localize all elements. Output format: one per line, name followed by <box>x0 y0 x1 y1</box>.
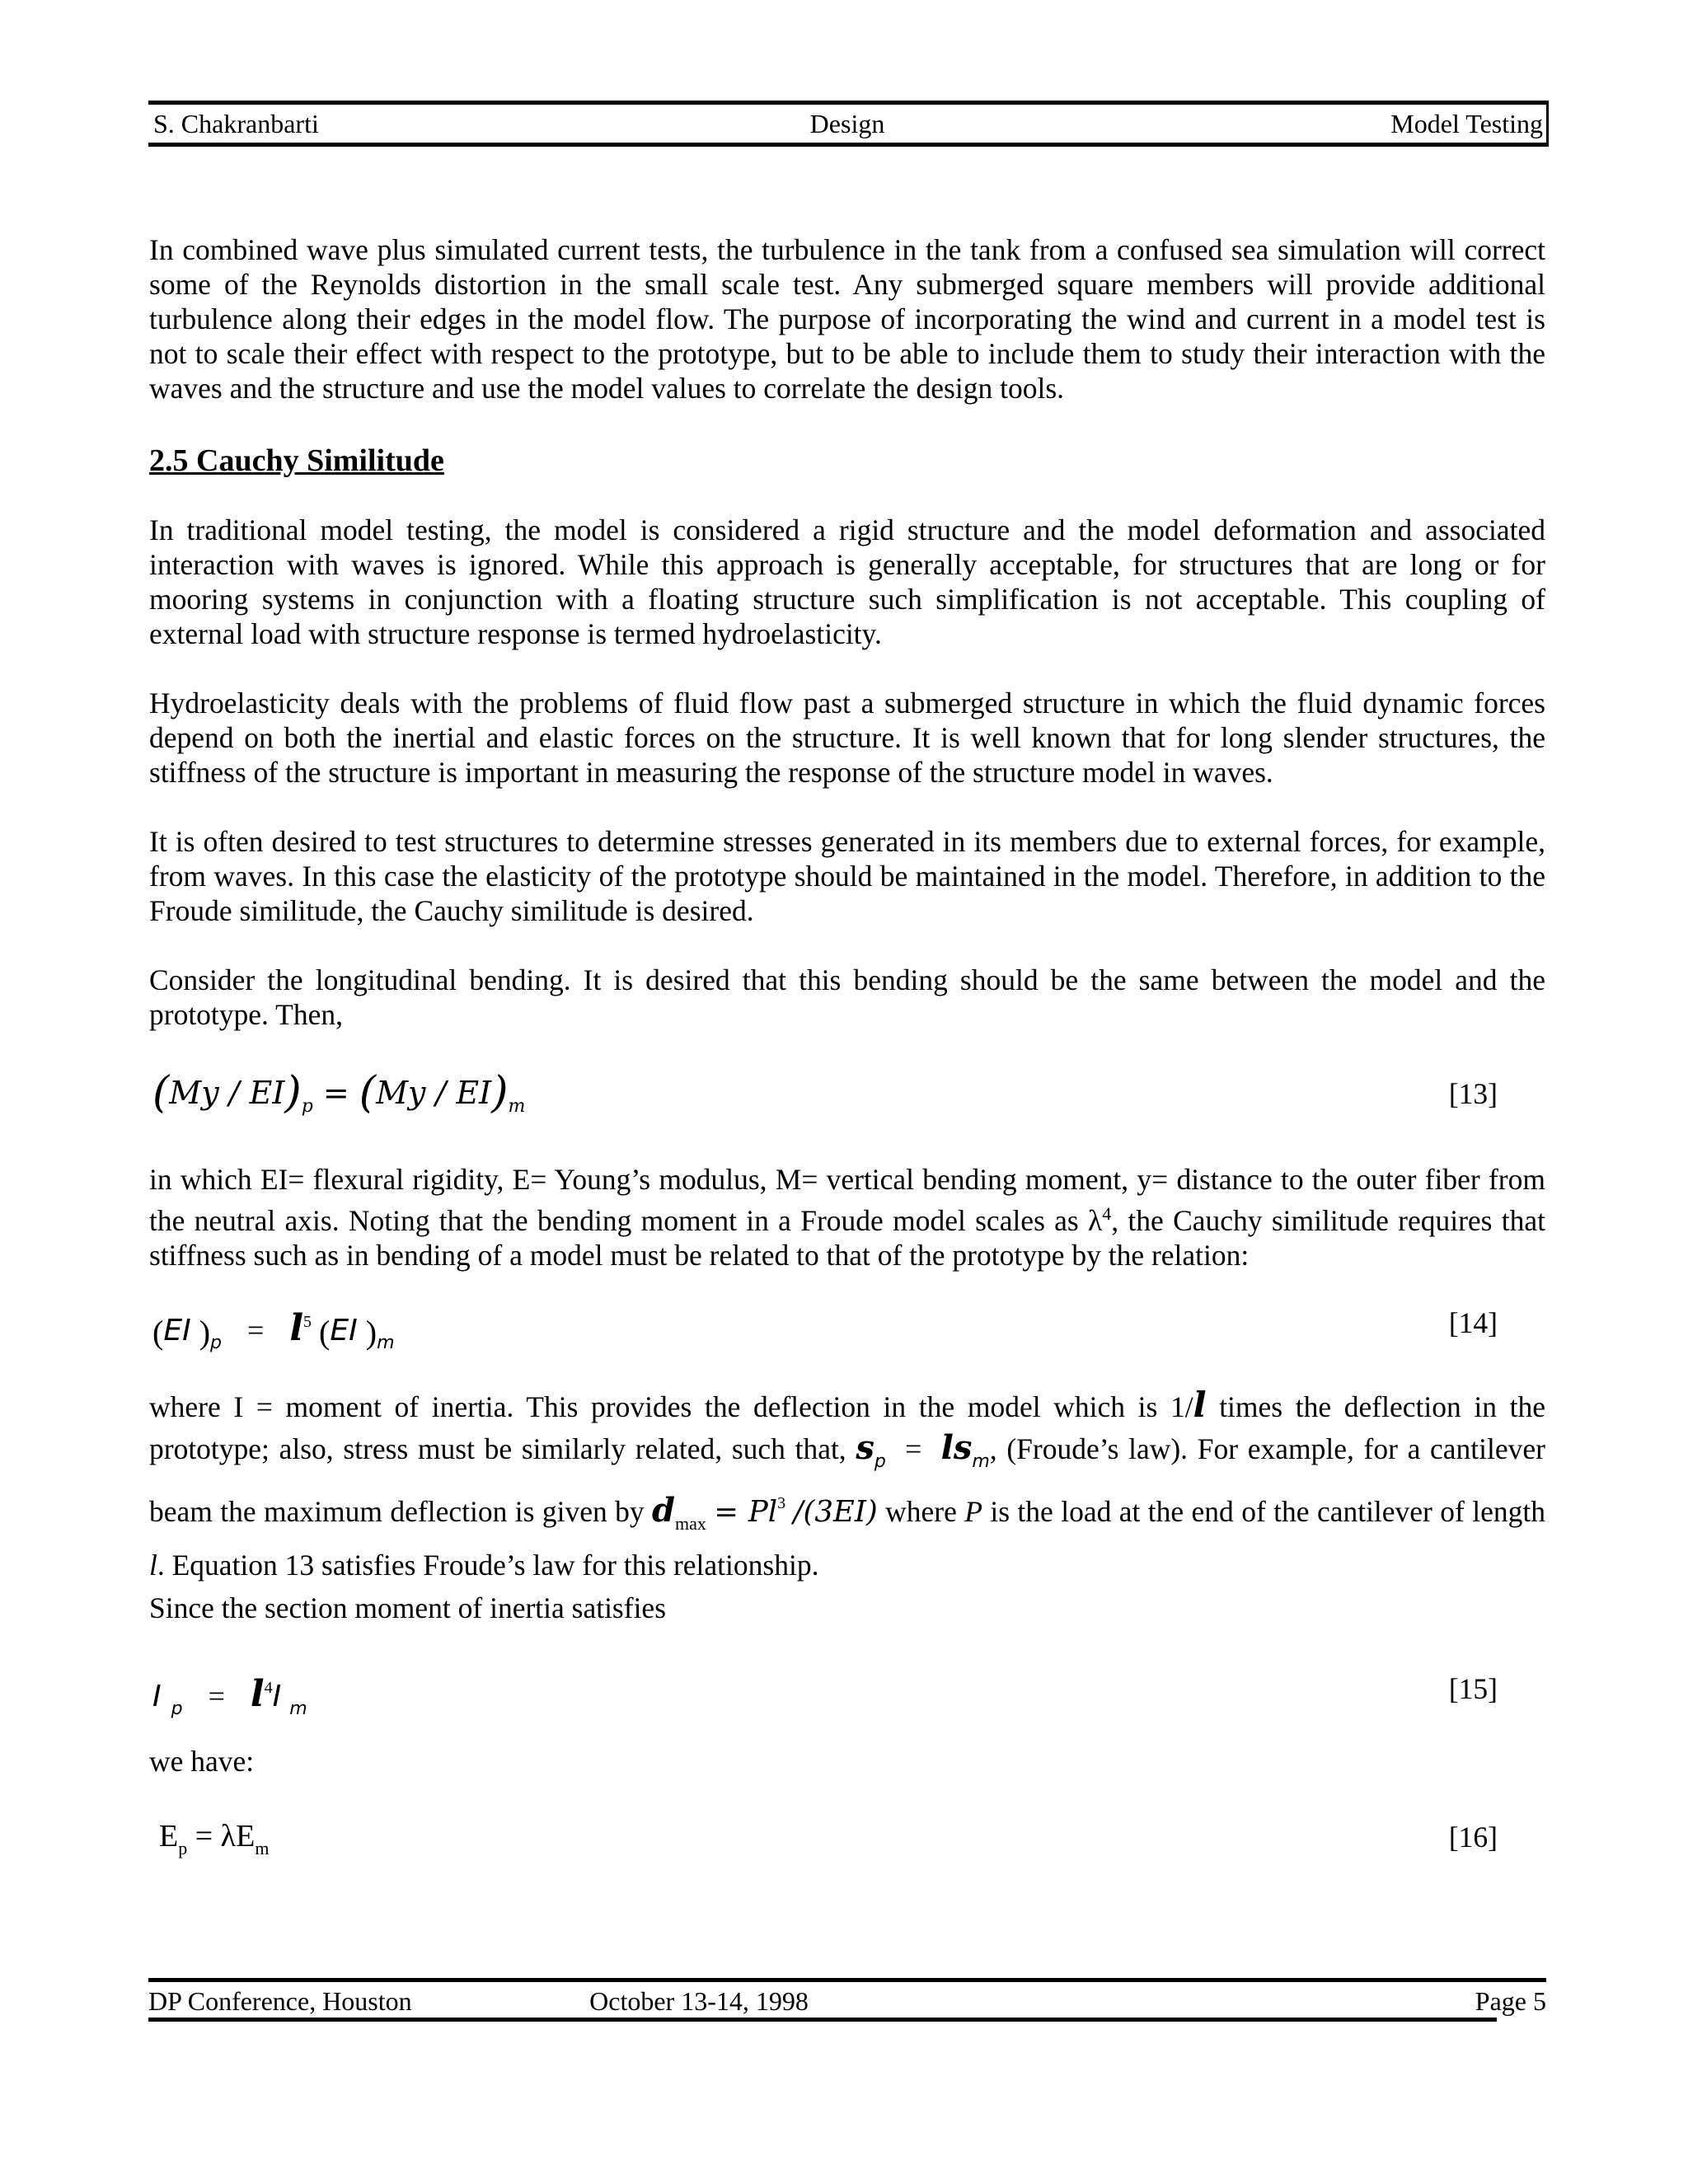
page-footer <box>148 1978 1546 2020</box>
inline-stress-relation: $s_p = ls_m$ <box>856 1428 990 1472</box>
paragraph-5: Consider the longitudinal bending. It is desired that this bending should be the same between the model and the prototype. Then, <box>149 963 1545 1031</box>
page-header <box>148 101 1549 147</box>
eq13-lhs: My / EI <box>169 1075 285 1111</box>
paragraph-6: in which EI= flexural rigidity, E= Young’s modulus, M= vertical bending moment, y= distance to the outer fiber from the neutral axis. Noting that the bending moment in a Froude model scales as $\lambda^4$, the Cauchy similitude requires that stiffness such as in bending of a model must be related to that of the prototype by the relation: <box>149 1163 1545 1272</box>
equation-number-15: [15] <box>1448 1672 1498 1705</box>
equation-16: $E_p = \lambda E_m$ [16] <box>159 1819 1498 1858</box>
header-center: Design <box>809 109 885 138</box>
equation-number-14: [14] <box>1448 1306 1498 1339</box>
section-heading: 2.5 Cauchy Similitude <box>149 443 444 478</box>
equation-number-16: [16] <box>1448 1821 1498 1854</box>
paragraph-4: It is often desired to test structures to determine stresses generated in its members due to external forces, for example, from waves. In this case the elasticity of the prototype should be maintained in the model. Therefore, in addition to the Froude similitude, the Cauchy similitude is desired. <box>149 825 1545 927</box>
paragraph-8: Since the section moment of inertia satisfies <box>149 1591 667 1624</box>
footer-left: DP Conference, Houston <box>148 1986 412 2016</box>
equation-number-13: [13] <box>1448 1077 1498 1110</box>
equation-14: (EI )$_p = l^5$ (EI )$_m$ [14] <box>152 1306 1498 1353</box>
eq13-rhs: My / EI <box>376 1075 492 1111</box>
header-right: Model Testing <box>1390 109 1543 138</box>
footer-rule <box>148 2018 1497 2022</box>
paragraph-2: In traditional model testing, the model is considered a rigid structure and the model deformation and associated interaction with waves is ignored. While this approach is generally acceptable, for structures that are long or for mooring systems in conjunction with a floating structure such simplification is not acceptable. This coupling of external load with structure response is termed hydroelasticity. <box>149 513 1545 650</box>
paragraph-1: In combined wave plus simulated current tests, the turbulence in the tank from a confused sea simulation will correct some of the Reynolds distortion in the small scale test. Any submerged square members will provide additional turbulence along their edges in the model flow. The purpose of incorporating the wind and current in a model test is not to scale their effect with respect to the prototype, but to be able to include them to study their interaction with the waves and the structure and use the model values to correlate the design tools. <box>149 233 1545 405</box>
footer-center: October 13-14, 1998 <box>589 1986 809 2016</box>
header-author: S. Chakranbarti <box>153 109 319 138</box>
paragraph-9: we have: <box>149 1745 255 1778</box>
equation-13: $(My / EI)_p = (My / EI)_m$ [13] <box>152 1068 1498 1118</box>
footer-page-number: Page 5 <box>1475 1986 1546 2016</box>
equation-15: I $_p = l^4I$ $_m$ [15] <box>152 1672 1498 1719</box>
inline-ratio: 1/l <box>1170 1385 1207 1425</box>
paragraph-7: where I = moment of inertia. This provides the deflection in the model which is 1/l times the deflection in the prototype; also, stress must be similarly related, such that, $s_p = ls_m$, (Froude’s law). For example, for a cantilever beam the maximum deflection is given by $d_{max} = Pl^3$ /(3EI) where P is the load at the end of the cantilever of length l. Equation 13 satisfies Froude’s law for this relationship. <box>149 1385 1545 1582</box>
inline-deflection: $d_{max} = Pl^3$ /(3EI) <box>652 1491 878 1534</box>
paragraph-3: Hydroelasticity deals with the problems of fluid flow past a submerged structure in which the fluid dynamic forces depend on both the inertial and elastic forces on the structure. It is well known that for long slender structures, the stiffness of the structure is important in measuring the response of the structure model in waves. <box>149 687 1545 789</box>
